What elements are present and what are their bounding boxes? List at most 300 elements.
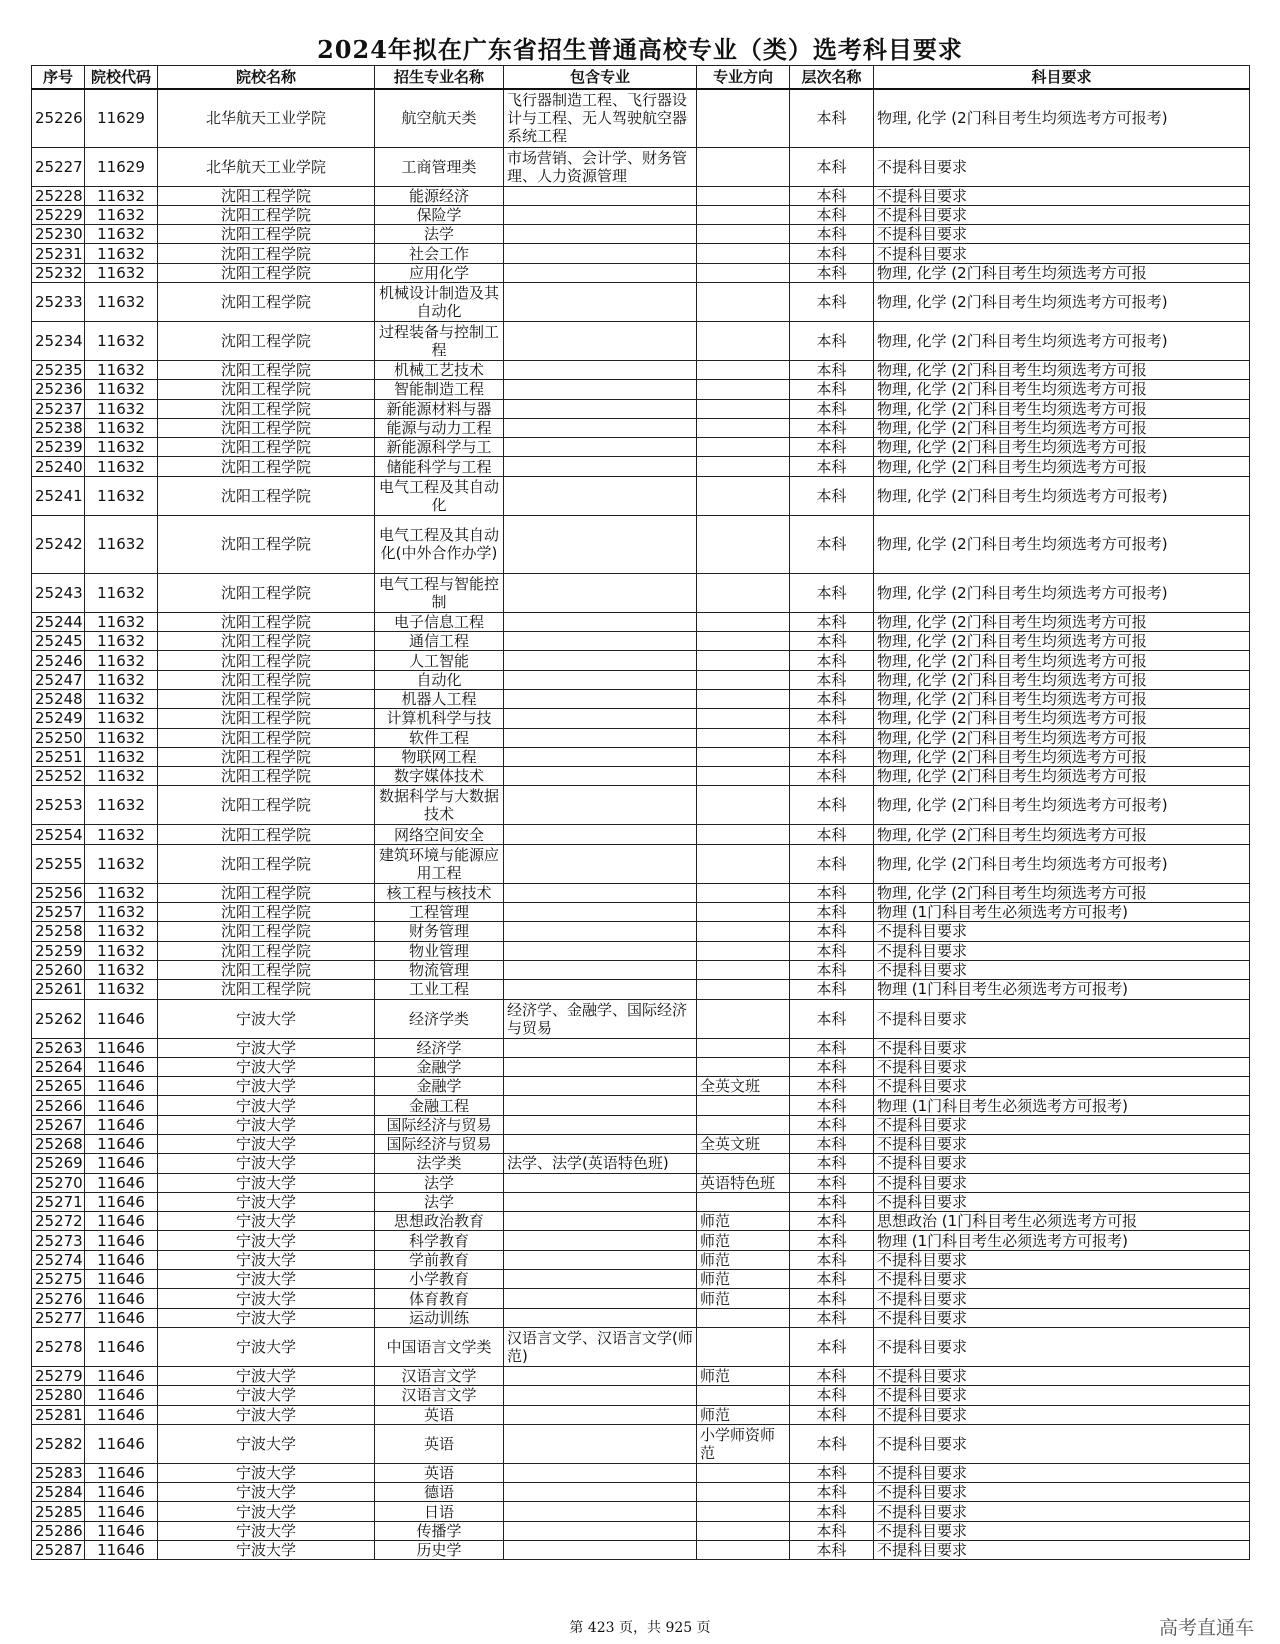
- cell-direction: [697, 1502, 790, 1521]
- table-row: [32, 457, 1250, 476]
- cell-major-name: 工商管理类: [375, 147, 504, 186]
- cell-seq: 25244: [32, 612, 85, 631]
- cell-subject-requirement: 物理, 化学 (2门科目考生均须选考方可报: [874, 457, 1250, 476]
- cell-school-name: 沈阳工程学院: [158, 903, 375, 922]
- table-row: [32, 225, 1250, 244]
- cell-school-code: 11632: [85, 728, 158, 747]
- cell-school-code: 11632: [85, 418, 158, 437]
- table-row: [32, 1270, 1250, 1289]
- header-subject-requirement: 科目要求: [874, 66, 1250, 90]
- cell-school-code: 11632: [85, 321, 158, 360]
- cell-subject-requirement: 物理, 化学 (2门科目考生均须选考方可报: [874, 883, 1250, 902]
- cell-level: 本科: [790, 728, 874, 747]
- cell-school-code: 11646: [85, 1096, 158, 1115]
- cell-school-name: 宁波大学: [158, 1231, 375, 1250]
- cell-seq: 25260: [32, 960, 85, 979]
- cell-level: 本科: [790, 418, 874, 437]
- cell-seq: 25255: [32, 844, 85, 883]
- cell-included-majors: [504, 438, 697, 457]
- cell-school-name: 沈阳工程学院: [158, 573, 375, 612]
- cell-seq: 25230: [32, 225, 85, 244]
- table-row: [32, 573, 1250, 612]
- cell-level: 本科: [790, 89, 874, 147]
- cell-direction: [697, 670, 790, 689]
- table-row: [32, 282, 1250, 321]
- cell-direction: 师范: [697, 1231, 790, 1250]
- cell-level: 本科: [790, 1038, 874, 1057]
- cell-included-majors: [504, 1038, 697, 1057]
- cell-major-name: 财务管理: [375, 922, 504, 941]
- cell-major-name: 历史学: [375, 1541, 504, 1560]
- cell-included-majors: [504, 1135, 697, 1154]
- cell-direction: [697, 786, 790, 825]
- cell-level: 本科: [790, 1541, 874, 1560]
- cell-seq: 25277: [32, 1308, 85, 1327]
- cell-subject-requirement: 物理, 化学 (2门科目考生均须选考方可报考): [874, 476, 1250, 515]
- cell-included-majors: [504, 883, 697, 902]
- cell-seq: 25226: [32, 89, 85, 147]
- cell-included-majors: [504, 1502, 697, 1521]
- cell-direction: [697, 1483, 790, 1502]
- cell-subject-requirement: 物理 (1门科目考生必须选考方可报考): [874, 903, 1250, 922]
- cell-school-code: 11632: [85, 960, 158, 979]
- cell-level: 本科: [790, 632, 874, 651]
- cell-direction: [697, 476, 790, 515]
- cell-school-code: 11646: [85, 1115, 158, 1134]
- cell-school-name: 宁波大学: [158, 1135, 375, 1154]
- cell-included-majors: [504, 1173, 697, 1192]
- page-footer: 第 423 页，共 925 页: [569, 1620, 711, 1636]
- cell-subject-requirement: 物理, 化学 (2门科目考生均须选考方可报考): [874, 786, 1250, 825]
- table-row: [32, 1057, 1250, 1076]
- cell-direction: [697, 612, 790, 631]
- cell-subject-requirement: 物理, 化学 (2门科目考生均须选考方可报考): [874, 89, 1250, 147]
- cell-direction: 师范: [697, 1270, 790, 1289]
- cell-major-name: 法学: [375, 225, 504, 244]
- cell-subject-requirement: 物理, 化学 (2门科目考生均须选考方可报: [874, 418, 1250, 437]
- cell-school-code: 11646: [85, 1463, 158, 1482]
- cell-seq: 25238: [32, 418, 85, 437]
- cell-school-name: 宁波大学: [158, 1038, 375, 1057]
- table-row: [32, 147, 1250, 186]
- cell-school-name: 宁波大学: [158, 1057, 375, 1076]
- table-row: [32, 786, 1250, 825]
- cell-school-code: 11632: [85, 612, 158, 631]
- cell-school-name: 沈阳工程学院: [158, 244, 375, 263]
- cell-direction: [697, 883, 790, 902]
- cell-seq: 25227: [32, 147, 85, 186]
- cell-included-majors: [504, 651, 697, 670]
- cell-seq: 25249: [32, 709, 85, 728]
- cell-subject-requirement: 不提科目要求: [874, 1502, 1250, 1521]
- cell-major-name: 社会工作: [375, 244, 504, 263]
- cell-seq: 25269: [32, 1154, 85, 1173]
- cell-seq: 25273: [32, 1231, 85, 1250]
- cell-subject-requirement: 不提科目要求: [874, 1154, 1250, 1173]
- table-body: [32, 89, 1250, 1560]
- cell-school-code: 11646: [85, 1308, 158, 1327]
- cell-major-name: 运动训练: [375, 1308, 504, 1327]
- cell-seq: 25287: [32, 1541, 85, 1560]
- cell-seq: 25236: [32, 380, 85, 399]
- cell-school-name: 宁波大学: [158, 1386, 375, 1405]
- cell-direction: 师范: [697, 1366, 790, 1385]
- cell-subject-requirement: 物理, 化学 (2门科目考生均须选考方可报考): [874, 282, 1250, 321]
- cell-school-name: 沈阳工程学院: [158, 825, 375, 844]
- cell-level: 本科: [790, 1270, 874, 1289]
- cell-level: 本科: [790, 960, 874, 979]
- cell-school-name: 沈阳工程学院: [158, 399, 375, 418]
- cell-school-name: 宁波大学: [158, 1250, 375, 1269]
- cell-included-majors: [504, 1057, 697, 1076]
- table-header-row: [32, 66, 1250, 90]
- cell-school-name: 沈阳工程学院: [158, 883, 375, 902]
- cell-level: 本科: [790, 999, 874, 1038]
- cell-school-name: 沈阳工程学院: [158, 457, 375, 476]
- cell-school-name: 北华航天工业学院: [158, 89, 375, 147]
- cell-school-code: 11632: [85, 399, 158, 418]
- cell-school-name: 沈阳工程学院: [158, 747, 375, 766]
- cell-school-name: 宁波大学: [158, 1327, 375, 1366]
- table-row: [32, 244, 1250, 263]
- cell-level: 本科: [790, 438, 874, 457]
- cell-direction: [697, 418, 790, 437]
- cell-seq: 25253: [32, 786, 85, 825]
- cell-seq: 25278: [32, 1327, 85, 1366]
- table-row: [32, 1289, 1250, 1308]
- cell-seq: 25279: [32, 1366, 85, 1385]
- cell-subject-requirement: 物理, 化学 (2门科目考生均须选考方可报: [874, 360, 1250, 379]
- cell-included-majors: [504, 1521, 697, 1540]
- cell-major-name: 工业工程: [375, 980, 504, 999]
- cell-direction: [697, 1463, 790, 1482]
- table-row: [32, 1521, 1250, 1540]
- cell-seq: 25258: [32, 922, 85, 941]
- cell-school-name: 宁波大学: [158, 1405, 375, 1424]
- cell-major-name: 科学教育: [375, 1231, 504, 1250]
- cell-included-majors: [504, 1405, 697, 1424]
- table-row: [32, 1366, 1250, 1385]
- cell-level: 本科: [790, 767, 874, 786]
- cell-major-name: 网络空间安全: [375, 825, 504, 844]
- cell-included-majors: [504, 418, 697, 437]
- cell-major-name: 工程管理: [375, 903, 504, 922]
- cell-subject-requirement: 不提科目要求: [874, 1077, 1250, 1096]
- cell-major-name: 法学: [375, 1173, 504, 1192]
- cell-subject-requirement: 物理, 化学 (2门科目考生均须选考方可报考): [874, 844, 1250, 883]
- cell-major-name: 金融学: [375, 1057, 504, 1076]
- cell-school-code: 11646: [85, 1289, 158, 1308]
- cell-included-majors: [504, 380, 697, 399]
- table-row: [32, 321, 1250, 360]
- table-row: [32, 1192, 1250, 1211]
- cell-subject-requirement: 物理, 化学 (2门科目考生均须选考方可报: [874, 728, 1250, 747]
- cell-school-name: 宁波大学: [158, 1154, 375, 1173]
- cell-level: 本科: [790, 844, 874, 883]
- cell-school-code: 11646: [85, 1270, 158, 1289]
- cell-direction: [697, 1386, 790, 1405]
- cell-school-code: 11632: [85, 282, 158, 321]
- table-row: [32, 1250, 1250, 1269]
- cell-included-majors: [504, 263, 697, 282]
- cell-major-name: 建筑环境与能源应用工程: [375, 844, 504, 883]
- cell-subject-requirement: 不提科目要求: [874, 1521, 1250, 1540]
- table-row: [32, 1135, 1250, 1154]
- cell-seq: 25282: [32, 1424, 85, 1463]
- cell-included-majors: [504, 225, 697, 244]
- cell-school-code: 11646: [85, 1405, 158, 1424]
- cell-school-code: 11632: [85, 980, 158, 999]
- cell-subject-requirement: 物理, 化学 (2门科目考生均须选考方可报考): [874, 573, 1250, 612]
- cell-subject-requirement: 物理, 化学 (2门科目考生均须选考方可报: [874, 651, 1250, 670]
- cell-subject-requirement: 物理, 化学 (2门科目考生均须选考方可报: [874, 399, 1250, 418]
- cell-direction: [697, 225, 790, 244]
- cell-major-name: 能源经济: [375, 186, 504, 205]
- cell-seq: 25240: [32, 457, 85, 476]
- cell-included-majors: [504, 282, 697, 321]
- cell-level: 本科: [790, 225, 874, 244]
- cell-major-name: 英语: [375, 1424, 504, 1463]
- table-row: [32, 399, 1250, 418]
- cell-major-name: 物流管理: [375, 960, 504, 979]
- cell-major-name: 机器人工程: [375, 689, 504, 708]
- cell-included-majors: [504, 186, 697, 205]
- cell-major-name: 电气工程及其自动化: [375, 476, 504, 515]
- cell-direction: [697, 1115, 790, 1134]
- cell-level: 本科: [790, 1173, 874, 1192]
- cell-seq: 25276: [32, 1289, 85, 1308]
- cell-direction: 师范: [697, 1212, 790, 1231]
- cell-included-majors: [504, 1096, 697, 1115]
- cell-level: 本科: [790, 883, 874, 902]
- cell-subject-requirement: 思想政治 (1门科目考生必须选考方可报: [874, 1212, 1250, 1231]
- cell-included-majors: [504, 922, 697, 941]
- cell-school-code: 11632: [85, 747, 158, 766]
- cell-major-name: 储能科学与工程: [375, 457, 504, 476]
- cell-seq: 25268: [32, 1135, 85, 1154]
- cell-school-name: 宁波大学: [158, 1077, 375, 1096]
- cell-subject-requirement: 物理, 化学 (2门科目考生均须选考方可报考): [874, 321, 1250, 360]
- cell-seq: 25232: [32, 263, 85, 282]
- cell-major-name: 新能源科学与工: [375, 438, 504, 457]
- page-title: 2024年拟在广东省招生普通高校专业（类）选考科目要求: [317, 35, 963, 64]
- cell-direction: [697, 1096, 790, 1115]
- cell-major-name: 智能制造工程: [375, 380, 504, 399]
- cell-seq: 25259: [32, 941, 85, 960]
- cell-direction: [697, 747, 790, 766]
- table-row: [32, 767, 1250, 786]
- cell-subject-requirement: 不提科目要求: [874, 1270, 1250, 1289]
- cell-subject-requirement: 不提科目要求: [874, 1308, 1250, 1327]
- cell-school-name: 宁波大学: [158, 1521, 375, 1540]
- cell-school-code: 11646: [85, 1483, 158, 1502]
- table-row: [32, 1502, 1250, 1521]
- cell-school-code: 11646: [85, 1135, 158, 1154]
- cell-subject-requirement: 不提科目要求: [874, 1289, 1250, 1308]
- cell-included-majors: [504, 476, 697, 515]
- cell-subject-requirement: 物理, 化学 (2门科目考生均须选考方可报: [874, 380, 1250, 399]
- cell-included-majors: [504, 1424, 697, 1463]
- table-row: [32, 960, 1250, 979]
- cell-major-name: 机械工艺技术: [375, 360, 504, 379]
- cell-level: 本科: [790, 1502, 874, 1521]
- cell-school-name: 宁波大学: [158, 1541, 375, 1560]
- cell-school-code: 11632: [85, 515, 158, 573]
- cell-included-majors: [504, 980, 697, 999]
- cell-subject-requirement: 不提科目要求: [874, 1038, 1250, 1057]
- cell-school-name: 沈阳工程学院: [158, 844, 375, 883]
- cell-included-majors: [504, 1115, 697, 1134]
- cell-level: 本科: [790, 1192, 874, 1211]
- cell-included-majors: [504, 1483, 697, 1502]
- cell-subject-requirement: 物理, 化学 (2门科目考生均须选考方可报: [874, 767, 1250, 786]
- cell-direction: 师范: [697, 1405, 790, 1424]
- cell-school-name: 沈阳工程学院: [158, 632, 375, 651]
- cell-school-name: 沈阳工程学院: [158, 612, 375, 631]
- table-row: [32, 1308, 1250, 1327]
- cell-level: 本科: [790, 1289, 874, 1308]
- header-seq: 序号: [32, 66, 85, 90]
- cell-school-code: 11629: [85, 147, 158, 186]
- header-level: 层次名称: [790, 66, 874, 90]
- cell-direction: [697, 1038, 790, 1057]
- cell-included-majors: 市场营销、会计学、财务管理、人力资源管理: [504, 147, 697, 186]
- cell-school-name: 沈阳工程学院: [158, 186, 375, 205]
- cell-subject-requirement: 不提科目要求: [874, 205, 1250, 224]
- cell-included-majors: [504, 360, 697, 379]
- cell-level: 本科: [790, 1463, 874, 1482]
- cell-school-name: 沈阳工程学院: [158, 922, 375, 941]
- cell-school-code: 11646: [85, 1424, 158, 1463]
- cell-level: 本科: [790, 263, 874, 282]
- cell-school-code: 11646: [85, 1250, 158, 1269]
- cell-subject-requirement: 物理, 化学 (2门科目考生均须选考方可报考): [874, 515, 1250, 573]
- cell-level: 本科: [790, 515, 874, 573]
- cell-school-code: 11632: [85, 689, 158, 708]
- cell-major-name: 英语: [375, 1405, 504, 1424]
- cell-subject-requirement: 不提科目要求: [874, 999, 1250, 1038]
- cell-major-name: 物联网工程: [375, 747, 504, 766]
- cell-major-name: 保险学: [375, 205, 504, 224]
- cell-school-name: 沈阳工程学院: [158, 980, 375, 999]
- cell-subject-requirement: 物理, 化学 (2门科目考生均须选考方可报: [874, 670, 1250, 689]
- cell-included-majors: [504, 1308, 697, 1327]
- cell-level: 本科: [790, 380, 874, 399]
- cell-level: 本科: [790, 1327, 874, 1366]
- cell-school-name: 沈阳工程学院: [158, 225, 375, 244]
- table-row: [32, 1463, 1250, 1482]
- cell-major-name: 机械设计制造及其自动化: [375, 282, 504, 321]
- cell-direction: [697, 651, 790, 670]
- cell-major-name: 日语: [375, 1502, 504, 1521]
- cell-school-code: 11632: [85, 922, 158, 941]
- cell-level: 本科: [790, 1405, 874, 1424]
- cell-school-code: 11632: [85, 205, 158, 224]
- requirements-table: [31, 65, 1250, 1560]
- cell-direction: [697, 263, 790, 282]
- cell-subject-requirement: 不提科目要求: [874, 1192, 1250, 1211]
- cell-seq: 25265: [32, 1077, 85, 1096]
- cell-subject-requirement: 物理, 化学 (2门科目考生均须选考方可报: [874, 612, 1250, 631]
- cell-direction: [697, 709, 790, 728]
- cell-subject-requirement: 不提科目要求: [874, 922, 1250, 941]
- cell-major-name: 应用化学: [375, 263, 504, 282]
- cell-school-code: 11646: [85, 1386, 158, 1405]
- cell-major-name: 汉语言文学: [375, 1386, 504, 1405]
- cell-subject-requirement: 不提科目要求: [874, 1424, 1250, 1463]
- cell-school-name: 北华航天工业学院: [158, 147, 375, 186]
- cell-included-majors: [504, 515, 697, 573]
- cell-level: 本科: [790, 825, 874, 844]
- cell-level: 本科: [790, 147, 874, 186]
- cell-direction: [697, 380, 790, 399]
- cell-seq: 25272: [32, 1212, 85, 1231]
- cell-level: 本科: [790, 1424, 874, 1463]
- cell-school-code: 11646: [85, 1038, 158, 1057]
- cell-level: 本科: [790, 282, 874, 321]
- cell-direction: [697, 941, 790, 960]
- table-row: [32, 922, 1250, 941]
- cell-level: 本科: [790, 1231, 874, 1250]
- cell-included-majors: [504, 689, 697, 708]
- cell-level: 本科: [790, 786, 874, 825]
- cell-school-code: 11632: [85, 786, 158, 825]
- cell-direction: 全英文班: [697, 1077, 790, 1096]
- table-row: [32, 438, 1250, 457]
- cell-level: 本科: [790, 651, 874, 670]
- cell-level: 本科: [790, 903, 874, 922]
- cell-seq: 25247: [32, 670, 85, 689]
- cell-school-name: 沈阳工程学院: [158, 515, 375, 573]
- cell-direction: [697, 573, 790, 612]
- cell-included-majors: [504, 244, 697, 263]
- cell-school-code: 11632: [85, 225, 158, 244]
- cell-subject-requirement: 不提科目要求: [874, 1135, 1250, 1154]
- cell-seq: 25251: [32, 747, 85, 766]
- cell-included-majors: [504, 1386, 697, 1405]
- cell-included-majors: 飞行器制造工程、飞行器设计与工程、无人驾驶航空器系统工程: [504, 89, 697, 147]
- cell-level: 本科: [790, 573, 874, 612]
- cell-seq: 25281: [32, 1405, 85, 1424]
- cell-direction: [697, 999, 790, 1038]
- cell-seq: 25267: [32, 1115, 85, 1134]
- cell-direction: [697, 960, 790, 979]
- cell-included-majors: [504, 457, 697, 476]
- table-row: [32, 980, 1250, 999]
- cell-direction: [697, 689, 790, 708]
- cell-direction: [697, 360, 790, 379]
- cell-level: 本科: [790, 476, 874, 515]
- cell-major-name: 小学教育: [375, 1270, 504, 1289]
- cell-major-name: 物业管理: [375, 941, 504, 960]
- cell-direction: [697, 844, 790, 883]
- cell-included-majors: [504, 844, 697, 883]
- cell-seq: 25228: [32, 186, 85, 205]
- cell-seq: 25271: [32, 1192, 85, 1211]
- cell-included-majors: [504, 786, 697, 825]
- cell-seq: 25286: [32, 1521, 85, 1540]
- table-row: [32, 825, 1250, 844]
- cell-school-name: 沈阳工程学院: [158, 960, 375, 979]
- cell-major-name: 数字媒体技术: [375, 767, 504, 786]
- cell-major-name: 国际经济与贸易: [375, 1135, 504, 1154]
- cell-seq: 25283: [32, 1463, 85, 1482]
- cell-school-name: 沈阳工程学院: [158, 941, 375, 960]
- cell-school-name: 沈阳工程学院: [158, 205, 375, 224]
- cell-school-name: 沈阳工程学院: [158, 651, 375, 670]
- table-row: [32, 612, 1250, 631]
- cell-major-name: 人工智能: [375, 651, 504, 670]
